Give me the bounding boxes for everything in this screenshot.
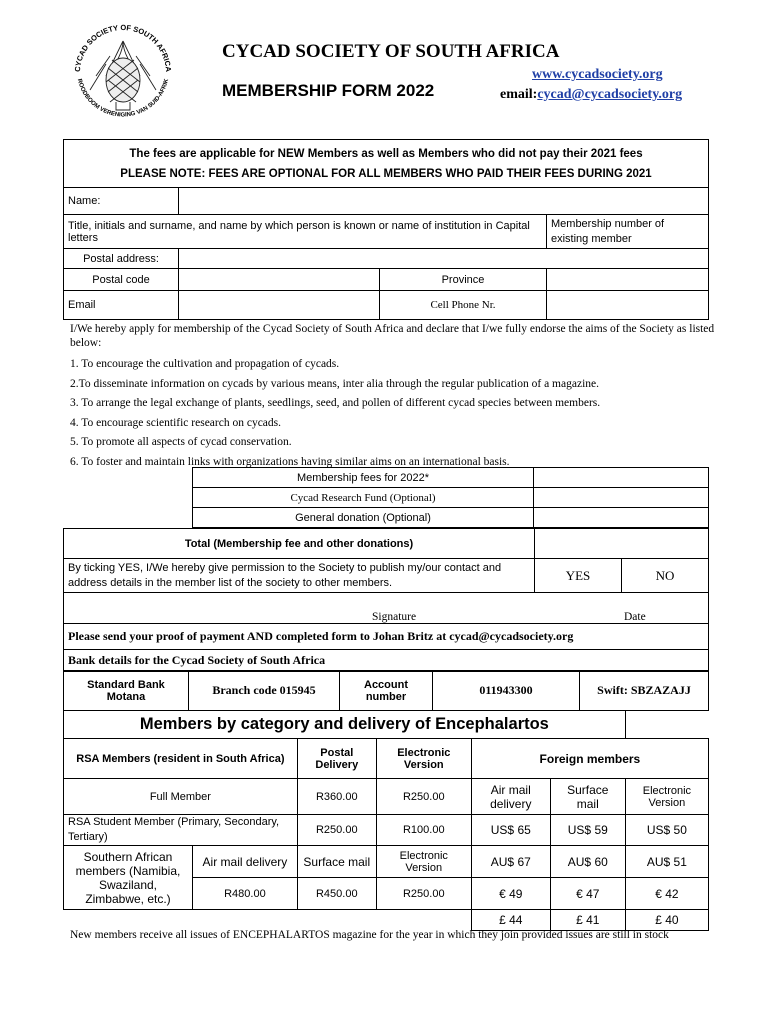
consent-no[interactable]: NO [622, 559, 709, 593]
consent-text: By ticking YES, I/We hereby give permission to the Society to publish my/our contact and address details in the member list of the society to other members. [64, 559, 535, 593]
student-electronic-fee: R100.00 [376, 815, 471, 846]
signature-bank-table [63, 592, 709, 672]
applicant-details-table [63, 139, 709, 320]
title-description: Title, initials and surname, and name by which person is known or name of institution in Capital letters [64, 215, 547, 249]
foreign-airmail-heading: Air mail delivery [471, 779, 550, 815]
fee-gbp-airmail: £ 44 [471, 910, 550, 931]
postal-delivery-heading: Postal Delivery [297, 739, 376, 779]
student-postal-fee: R250.00 [297, 815, 376, 846]
swift-code: Swift: SBZAZAJJ [580, 671, 709, 711]
full-member-electronic-fee: R250.00 [376, 779, 471, 815]
sa-electronic-fee: R250.00 [376, 878, 471, 910]
account-number: 011943300 [433, 671, 580, 711]
province-input[interactable] [547, 269, 709, 291]
province-label: Province [380, 269, 547, 291]
account-label: Account number [340, 671, 433, 711]
aim-5: 5. To promote all aspects of cycad conservation. [70, 436, 292, 448]
footer-note: New members receive all issues of ENCEPHALARTOS magazine for the year in which they join provided issues are still in stock [70, 929, 669, 941]
southern-african-label: Southern African members (Namibia, Swaziland, Zimbabwe, etc.) [64, 846, 193, 910]
email-line [500, 87, 682, 103]
aim-6: 6. To foster and maintain links with organizations having similar aims on an international basis. [70, 455, 510, 468]
aim-3: 3. To arrange the legal exchange of plants, seedlings, seed, and pollen of different cycad species between members. [70, 397, 601, 409]
fee-eur-surface: € 47 [550, 878, 625, 910]
cell-phone-label: Cell Phone Nr. [380, 291, 547, 320]
research-fund-label: Cycad Research Fund (Optional) [193, 488, 534, 508]
full-member-label: Full Member [64, 779, 298, 815]
full-member-postal-fee: R360.00 [297, 779, 376, 815]
postal-code-label: Postal code [64, 269, 179, 291]
fee-aud-electronic: AU$ 51 [625, 846, 708, 878]
foreign-surface-heading: Surface mail [550, 779, 625, 815]
electronic-version-heading: Electronic Version [376, 739, 471, 779]
logo-ring-top-text: CYCAD SOCIETY OF SOUTH AFRICA [72, 22, 174, 73]
fee-aud-airmail: AU$ 67 [471, 846, 550, 878]
fee-gbp-surface: £ 41 [550, 910, 625, 931]
sa-airmail-fee: R480.00 [193, 878, 298, 910]
members-table [63, 710, 709, 931]
aim-2: 2.To disseminate information on cycads by various means, inter alia through the regular publication of a magazine. [70, 377, 599, 390]
bank-name: Standard Bank Motana [64, 671, 189, 711]
website-link[interactable]: www.cycadsociety.org [532, 67, 663, 82]
donation-label: General donation (Optional) [193, 508, 534, 528]
email-label: email: [500, 87, 538, 102]
name-label: Name: [64, 188, 179, 215]
notice-cell [64, 140, 709, 188]
signature-row[interactable] [64, 593, 709, 624]
signature-label: Signature [372, 611, 417, 623]
form-title: MEMBERSHIP FORM 2022 [222, 81, 435, 100]
foreign-electronic-heading: Electronic Version [625, 779, 708, 815]
aim-4: 4. To encourage scientific research on cycads. [70, 416, 281, 429]
student-member-label: RSA Student Member (Primary, Secondary, Tertiary) [64, 815, 298, 846]
email-field-label: Email [64, 291, 179, 320]
membership-number-label[interactable]: Membership number of existing member [547, 215, 709, 249]
foreign-members-heading: Foreign members [471, 739, 708, 779]
society-logo [66, 16, 180, 130]
name-input[interactable] [179, 188, 709, 215]
membership-fee-input[interactable] [534, 468, 709, 488]
bank-details-table [63, 670, 709, 711]
postal-address-input[interactable] [179, 249, 709, 269]
sa-surface-fee: R450.00 [297, 878, 376, 910]
date-label: Date [624, 611, 646, 623]
postal-address-label: Postal address: [64, 249, 179, 269]
notice-line-2: PLEASE NOTE: FEES ARE OPTIONAL FOR ALL MEMBERS WHO PAID THEIR FEES DURING 2021 [120, 167, 652, 180]
fee-usd-electronic: US$ 50 [625, 815, 708, 846]
fees-table [192, 467, 709, 528]
research-fund-input[interactable] [534, 488, 709, 508]
fee-aud-surface: AU$ 60 [550, 846, 625, 878]
logo-ring-bottom-text: ROODBOOM VERENIGING VAN SUID-AFRIK [75, 78, 171, 119]
bank-heading: Bank details for the Cycad Society of South Africa [64, 650, 709, 672]
email-link[interactable]: cycad@cycadsociety.org [537, 87, 683, 102]
sa-surface-heading: Surface mail [297, 846, 376, 878]
fee-usd-airmail: US$ 65 [471, 815, 550, 846]
gbp-spacer [64, 910, 472, 931]
postal-code-input[interactable] [179, 269, 380, 291]
society-title: CYCAD SOCIETY OF SOUTH AFRICA [222, 41, 560, 62]
rsa-heading: RSA Members (resident in South Africa) [64, 739, 298, 779]
consent-yes[interactable]: YES [535, 559, 622, 593]
cell-phone-input[interactable] [547, 291, 709, 320]
sa-electronic-heading: Electronic Version [376, 846, 471, 878]
email-input[interactable] [179, 291, 380, 320]
total-input[interactable] [535, 529, 709, 559]
membership-fee-label: Membership fees for 2022* [193, 468, 534, 488]
fee-usd-surface: US$ 59 [550, 815, 625, 846]
proof-of-payment-note: Please send your proof of payment AND completed form to Johan Britz at cycad@cycadsociety.org [64, 624, 709, 650]
fee-gbp-electronic: £ 40 [625, 910, 708, 931]
donation-input[interactable] [534, 508, 709, 528]
fee-eur-airmail: € 49 [471, 878, 550, 910]
total-consent-table [63, 528, 709, 593]
declaration [70, 322, 740, 472]
branch-code: Branch code 015945 [189, 671, 340, 711]
sa-airmail-heading: Air mail delivery [193, 846, 298, 878]
total-label: Total (Membership fee and other donations) [64, 529, 535, 559]
notice-line-1: The fees are applicable for NEW Members as well as Members who did not pay their 2021 fees [129, 147, 643, 160]
fee-eur-electronic: € 42 [625, 878, 708, 910]
declaration-intro: I/We hereby apply for membership of the Cycad Society of South Africa and declare that I/we fully endorse the aims of the Society as listed below: [70, 323, 715, 349]
aim-1: 1. To encourage the cultivation and propagation of cycads. [70, 358, 340, 370]
members-title: Members by category and delivery of Encephalartos [64, 711, 626, 739]
